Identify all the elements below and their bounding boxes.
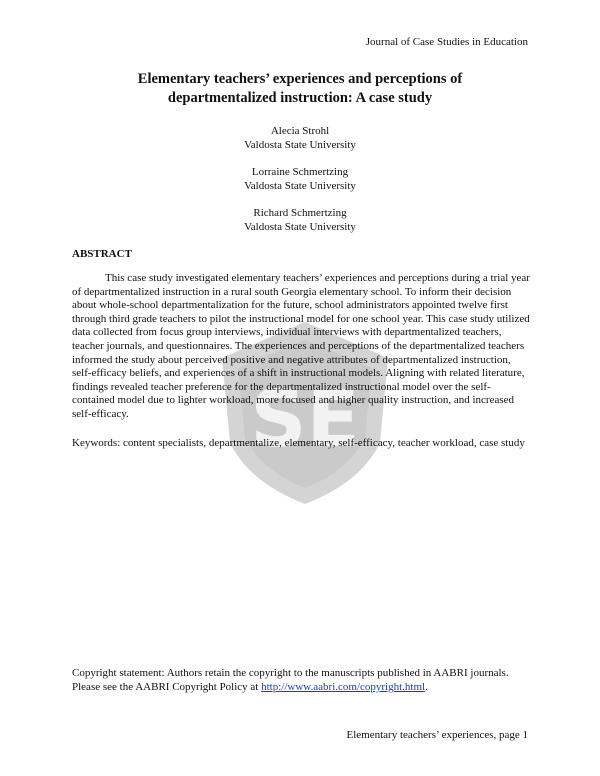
- copyright-end: .: [425, 681, 428, 693]
- author-name: Alecia Strohl: [270, 125, 330, 137]
- svg-text:SE: SE: [250, 375, 360, 465]
- abstract-body: This case study investigated elementary teachers’ experiences and perceptions during a trial year of departmentalized instruction in a rural south Georgia elementary school. To inform their decision about whole-school departmentalization for the future, school administrators appointed twelve first through third grade teachers to pilot the instructional model for one school year. This case study utilized data collected from focus group interviews, individual interviews with departmentalized teachers, teacher journals, and questionnaires. The experiences and perceptions of the departmentalized teachers informed the study about perceived positive and negative attributes of departmentalized instruction, self-efficacy beliefs, and experiences of a shift in instructional models. Aligning with related literature, findings revealed teacher preference for the departmentalized instructional model over the self-contained model due to lighter workload, more focused and higher quality instruction, and increased self-efficacy.: [72, 272, 530, 420]
- paper-title-line-1: Elementary teachers’ experiences and perceptions of: [137, 71, 463, 87]
- author-block: [100, 165, 500, 193]
- abstract-heading: ABSTRACT: [72, 248, 132, 260]
- paper-title-line-2: departmentalized instruction: A case study: [167, 90, 433, 106]
- copyright-policy-link[interactable]: http://www.aabri.com/copyright.html: [261, 681, 426, 693]
- keywords: Keywords: content specialists, departmentalize, elementary, self-efficacy, teacher workload, case study: [72, 437, 525, 449]
- author-affiliation: Valdosta State University: [244, 221, 356, 233]
- author-affiliation: Valdosta State University: [244, 180, 356, 192]
- author-affiliation: Valdosta State University: [244, 139, 356, 151]
- running-footer: Elementary teachers’ experiences, page 1: [346, 729, 528, 741]
- author-block: [100, 124, 500, 152]
- author-block: [100, 206, 500, 234]
- author-name: Richard Schmertzing: [253, 207, 347, 219]
- author-name: Lorraine Schmertzing: [251, 166, 349, 178]
- copyright-statement: [72, 666, 530, 694]
- paper-title: [80, 70, 520, 108]
- running-header: Journal of Case Studies in Education: [365, 36, 528, 48]
- author-list: [100, 124, 500, 247]
- copyright-text: Copyright statement: Authors retain the copyright to the manuscripts published in AABRI journals. Please see the AABRI Copyright Policy at: [72, 667, 509, 693]
